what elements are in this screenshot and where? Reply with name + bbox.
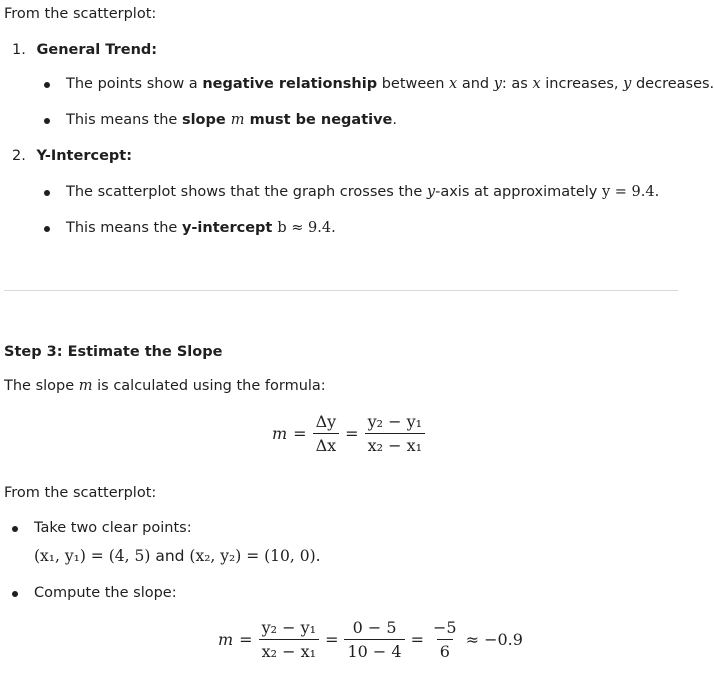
list-item-1 [12,42,157,58]
bullet-dot [12,526,18,532]
section-heading: Step 3: Estimate the Slope [4,344,223,360]
from-scatterplot-text: From the scatterplot: [4,485,157,501]
text: decreases. [631,76,714,92]
text: The scatterplot shows that the graph crosses the [66,184,427,200]
text: The slope [4,378,79,394]
divider [4,290,678,291]
text: -axis at approximately [435,184,602,200]
math-var: x [449,76,458,92]
fraction-points [365,412,425,455]
math-var: m [230,112,245,128]
bold-text: negative relationship [202,76,378,92]
bullet-y-intercept [66,220,336,236]
math-var: x [532,76,541,92]
text: and [150,547,190,565]
math-var: y [426,184,436,200]
formula-intro [4,378,326,394]
text: increases, [540,76,624,92]
bullet-dot [12,591,18,597]
list-item-2 [12,148,132,164]
text: : as [501,76,533,92]
math-var: m [218,630,234,649]
text: This means the [66,112,182,128]
bullet-crosses-axis [66,184,659,200]
denominator: 10 − 4 [344,639,404,661]
denominator: x₂ − x₁ [259,639,319,661]
bold-text: y-intercept [181,220,278,236]
text: This means the [66,220,182,236]
bullet-dot [44,82,50,88]
text: The points show a [66,76,203,92]
bullet-dot [44,190,50,196]
math-expression: (x₁, y₁) = (4, 5) [34,547,151,565]
denominator: x₂ − x₁ [365,433,425,455]
math-expression: y = 9.4. [601,184,660,200]
math-var: y [493,76,502,92]
numerator: y₂ − y₁ [367,412,423,431]
fraction-simplified [430,618,460,661]
fraction-delta [313,412,340,455]
fraction-substituted [344,618,404,661]
bullet-dot [44,226,50,232]
math-var: m [272,424,288,443]
numerator: y₂ − y₁ [261,618,317,637]
equals-sign: = [410,630,424,649]
two-points-math [34,547,321,565]
numerator: −5 [433,618,457,637]
bullet-negative-relationship [66,76,714,92]
denominator: Δx [313,433,340,455]
list-number: 1. [12,42,26,58]
item-title: General Trend: [36,42,158,58]
equals-sign: = [293,424,307,443]
bold-text: slope [181,112,231,128]
intro-text: From the scatterplot: [4,6,157,22]
text: . [392,112,397,128]
numerator: 0 − 5 [352,618,397,637]
math-var: m [78,378,93,394]
math-expression: (x₂, y₂) = (10, 0). [189,547,321,565]
slope-formula [272,412,425,455]
slope-computation [218,618,523,661]
list-number: 2. [12,148,26,164]
text: and [457,76,494,92]
math-var: y [623,76,632,92]
text: is calculated using the formula: [92,378,326,394]
denominator: 6 [437,639,453,661]
bullet-two-points-label: Take two clear points: [34,520,192,536]
math-expression: b ≈ 9.4. [277,220,336,236]
numerator: Δy [315,412,337,431]
equals-sign: = [239,630,253,649]
text: between [377,76,450,92]
bullet-dot [44,118,50,124]
approx-result: ≈ −0.9 [465,630,523,649]
equals-sign: = [345,424,359,443]
fraction-general [259,618,319,661]
item-title: Y-Intercept: [36,148,133,164]
bullet-compute-slope: Compute the slope: [34,585,177,601]
equals-sign: = [325,630,339,649]
bold-text: must be negative [244,112,393,128]
bullet-slope-negative [66,112,397,128]
